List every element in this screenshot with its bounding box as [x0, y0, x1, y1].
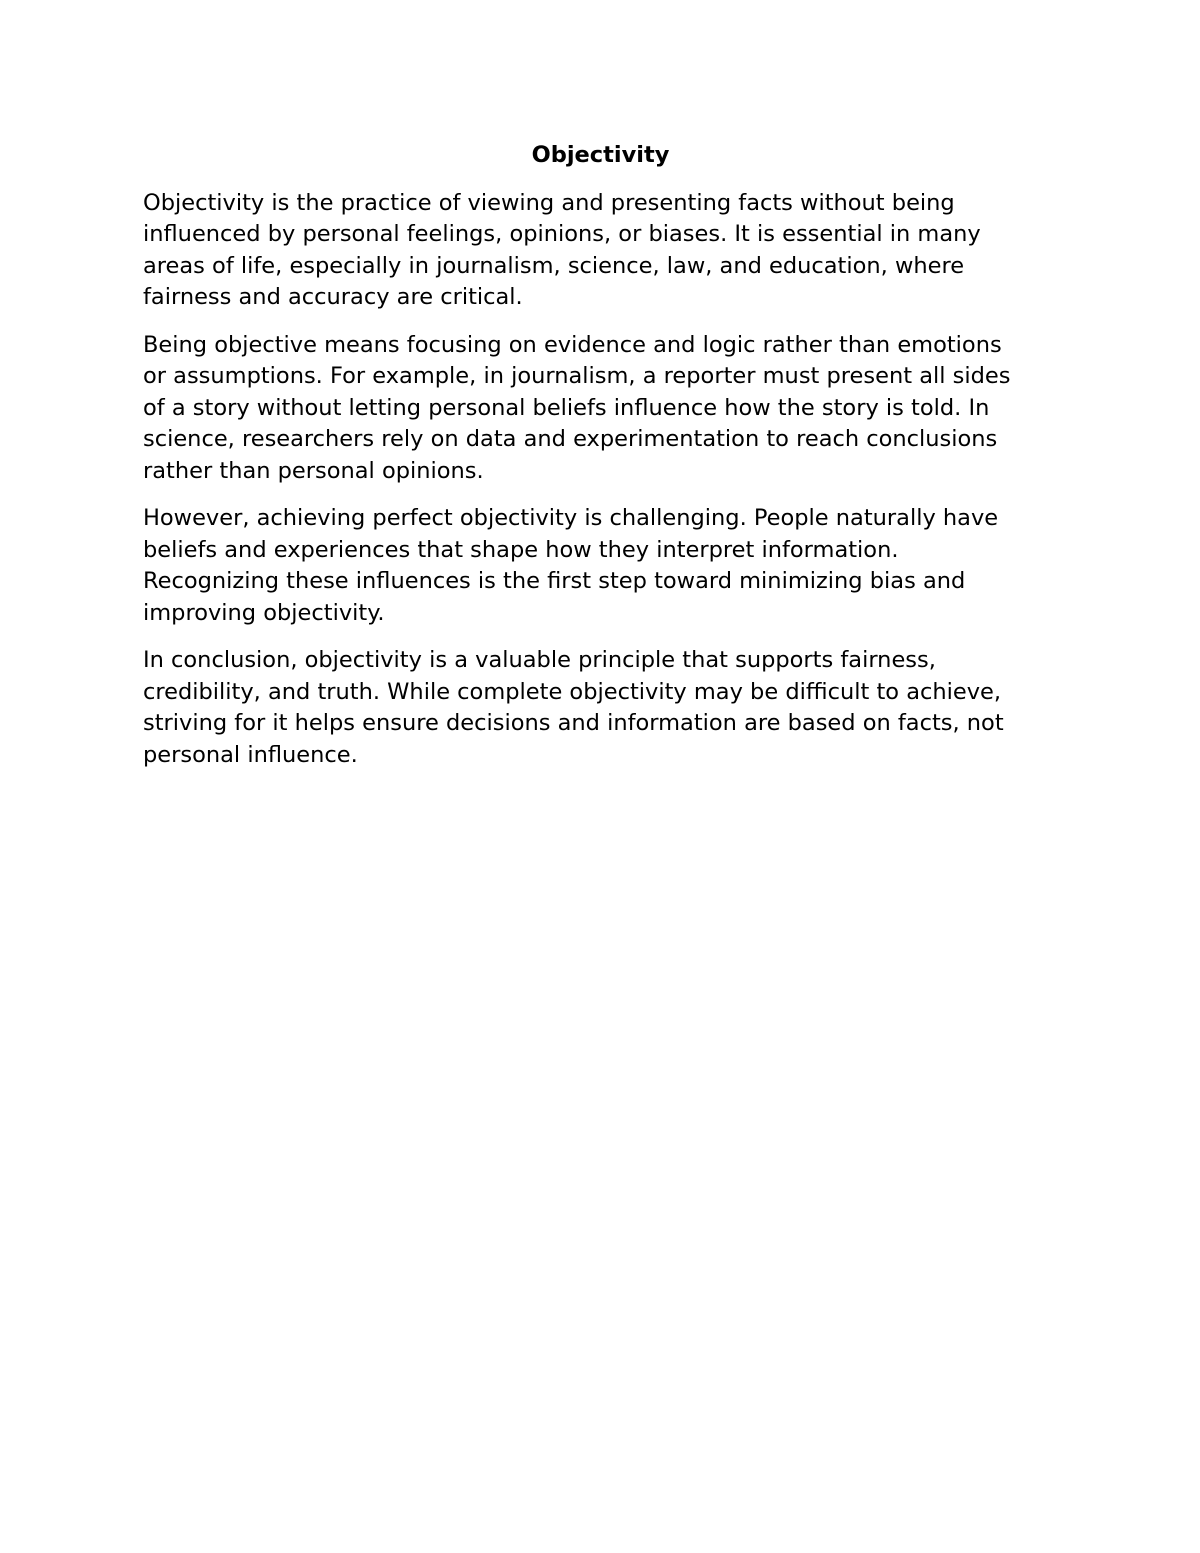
paragraph-being-objective	[143, 330, 1058, 488]
text-line: Being objective means focusing on evidence and logic rather than emotions	[143, 331, 1002, 358]
text-line: In conclusion, objectivity is a valuable principle that supports fairness,	[143, 647, 936, 673]
document-body	[143, 140, 1058, 787]
paragraph-challenges	[143, 503, 1058, 629]
text-line: fairness and accuracy are critical.	[143, 284, 523, 310]
document-title: Objectivity	[531, 142, 670, 168]
text-line: beliefs and experiences that shape how they interpret information.	[143, 536, 899, 563]
text-line: influenced by personal feelings, opinions, or biases. It is essential in many	[143, 221, 981, 247]
text-line: or assumptions. For example, in journalism, a reporter must present all sides	[143, 363, 1011, 389]
text-line: However, achieving perfect objectivity is challenging. People naturally have	[143, 505, 999, 531]
text-line: rather than personal opinions.	[143, 457, 484, 484]
text-line: Objectivity is the practice of viewing and presenting facts without being	[143, 189, 955, 216]
text-line: improving objectivity.	[143, 599, 385, 626]
text-line: credibility, and truth. While complete objectivity may be difficult to achieve,	[143, 678, 1002, 705]
text-line: personal influence.	[143, 741, 358, 768]
paragraph-intro	[143, 188, 1058, 314]
text-line: science, researchers rely on data and experimentation to reach conclusions	[143, 426, 998, 452]
text-line: striving for it helps ensure decisions and information are based on facts, not	[143, 710, 1004, 736]
text-line: of a story without letting personal beliefs influence how the story is told. In	[143, 394, 990, 421]
text-line: Recognizing these influences is the first step toward minimizing bias and	[143, 568, 966, 594]
text-line: areas of life, especially in journalism, science, law, and education, where	[143, 252, 965, 279]
paragraph-conclusion	[143, 645, 1058, 771]
